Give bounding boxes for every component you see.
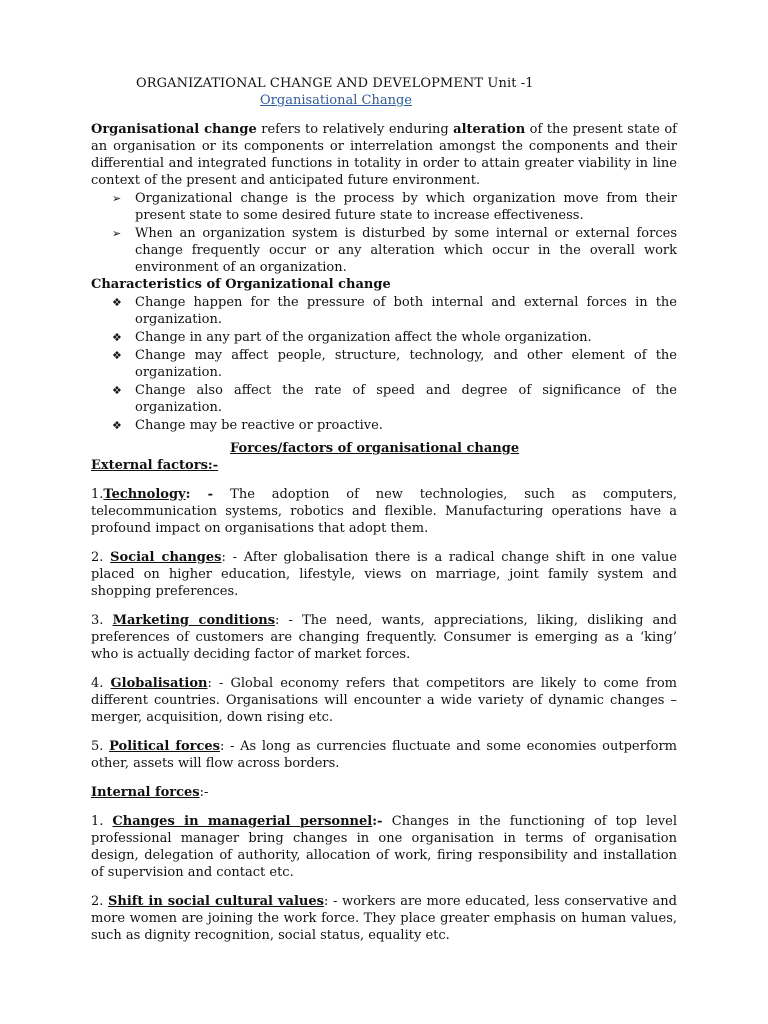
item-text: workers are more educated, less conservative and more women are joining the work force. They place greater emphasis on human values, such as dignity recognition, social status, equality etc.	[91, 894, 677, 943]
item-text: As long as currencies fluctuate and some economies outperform other, assets will flow across borders.	[91, 739, 677, 771]
list-item	[91, 294, 677, 328]
characteristics-heading	[91, 276, 677, 293]
intro-bold-term: alteration	[453, 122, 526, 137]
external-item-marketing	[91, 612, 677, 663]
list-item	[91, 190, 677, 224]
item-text: Changes in the functioning of top level professional manager bring changes in one organisation in terms of organisation design, delegation of authority, allocation of work, firing responsibility and installation of supervision and contact etc.	[91, 814, 677, 880]
external-item-technology	[91, 486, 677, 537]
external-item-globalisation	[91, 675, 677, 726]
list-item	[91, 347, 677, 381]
item-separator: : -	[207, 676, 231, 691]
document-title: ORGANIZATIONAL CHANGE AND DEVELOPMENT Unit -1	[136, 76, 534, 91]
intro-lead-term: Organisational change	[91, 122, 257, 137]
item-number: 2.	[91, 550, 111, 565]
list-item-text: Change may affect people, structure, technology, and other element of the organization.	[135, 348, 677, 380]
item-number: 5.	[91, 739, 110, 754]
diamond-bullet-icon: ❖	[112, 349, 122, 362]
list-item-text: Change in any part of the organization affect the whole organization.	[135, 330, 592, 345]
forces-heading	[91, 440, 677, 457]
diamond-bullet-icon: ❖	[112, 419, 122, 432]
forces-heading-text: Forces/factors of organisational change	[230, 441, 520, 456]
item-term: Changes in managerial personnel	[112, 814, 373, 829]
diamond-bullet-icon: ❖	[112, 384, 122, 397]
diamond-bullet-icon: ❖	[112, 296, 122, 309]
item-number: 1.	[91, 487, 104, 502]
arrow-list	[91, 190, 677, 276]
internal-heading	[91, 784, 677, 801]
item-number: 2.	[91, 894, 109, 909]
item-term: Political forces	[109, 739, 220, 754]
internal-item-social-cultural	[91, 893, 677, 944]
external-heading	[91, 457, 677, 474]
item-number: 4.	[91, 676, 111, 691]
arrow-bullet-icon: ➢	[112, 227, 122, 240]
item-separator: : -	[221, 550, 244, 565]
diamond-bullet-icon: ❖	[112, 331, 122, 344]
list-item	[91, 225, 677, 276]
item-number: 1.	[91, 814, 113, 829]
external-item-political	[91, 738, 677, 772]
document-body	[91, 121, 677, 944]
external-heading-text: External factors:-	[91, 458, 219, 473]
item-separator: :-	[372, 814, 392, 829]
list-item	[91, 382, 677, 416]
item-separator: : -	[323, 894, 342, 909]
intro-text-2: of the present state of an organisation or its components or interrelation amongst the components and their differential and integrated functions in totality in order to attain greater viability in line context of the present and anticipated future environment.	[91, 122, 677, 188]
item-text: Global economy refers that competitors are likely to come from different countries. Organisations will encounter a wide variety of dynamic changes – merger, acquisition, down rising etc.	[91, 676, 677, 725]
intro-text-1: refers to relatively enduring	[256, 122, 454, 137]
list-item-text: Change happen for the pressure of both internal and external forces in the organization.	[135, 295, 677, 327]
item-term: Technology	[103, 487, 186, 502]
arrow-bullet-icon: ➢	[112, 192, 122, 205]
item-text: The need, wants, appreciations, liking, disliking and preferences of customers are changing frequently. Consumer is emerging as a ‘king’ who is actually deciding factor of market forces.	[91, 613, 677, 662]
item-text: After globalisation there is a radical change shift in one value placed on higher education, lifestyle, views on marriage, joint family system and shopping preferences.	[91, 550, 677, 599]
internal-item-managerial	[91, 813, 677, 881]
document-subtitle: Organisational Change	[260, 93, 412, 108]
item-separator: : -	[185, 487, 231, 502]
internal-heading-suffix: :-	[199, 785, 209, 800]
list-item-text: Organizational change is the process by which organization move from their present state to some desired future state to increase effectiveness.	[135, 191, 677, 223]
list-item-text: Change also affect the rate of speed and degree of significance of the organization.	[135, 383, 677, 415]
item-term: Social changes	[110, 550, 222, 565]
item-term: Globalisation	[110, 676, 208, 691]
list-item	[91, 417, 677, 434]
item-term: Shift in social cultural values	[108, 894, 324, 909]
characteristics-list	[91, 294, 677, 434]
internal-heading-text: Internal forces	[91, 785, 200, 800]
characteristics-heading-text: Characteristics of Organizational change	[91, 277, 391, 292]
external-item-social	[91, 549, 677, 600]
item-number: 3.	[91, 613, 113, 628]
item-separator: : -	[220, 739, 241, 754]
list-item-text: When an organization system is disturbed by some internal or external forces change frequently occur or any alteration which occur in the overall work environment of an organization.	[135, 226, 677, 275]
item-separator: : -	[275, 613, 303, 628]
item-term: Marketing conditions	[112, 613, 276, 628]
list-item	[91, 329, 677, 346]
item-text: The adoption of new technologies, such as computers, telecommunication systems, robotics and flexible. Manufacturing operations have a profound impact on organisations that adopt them.	[91, 487, 677, 536]
list-item-text: Change may be reactive or proactive.	[135, 418, 383, 433]
intro-paragraph	[91, 121, 677, 189]
